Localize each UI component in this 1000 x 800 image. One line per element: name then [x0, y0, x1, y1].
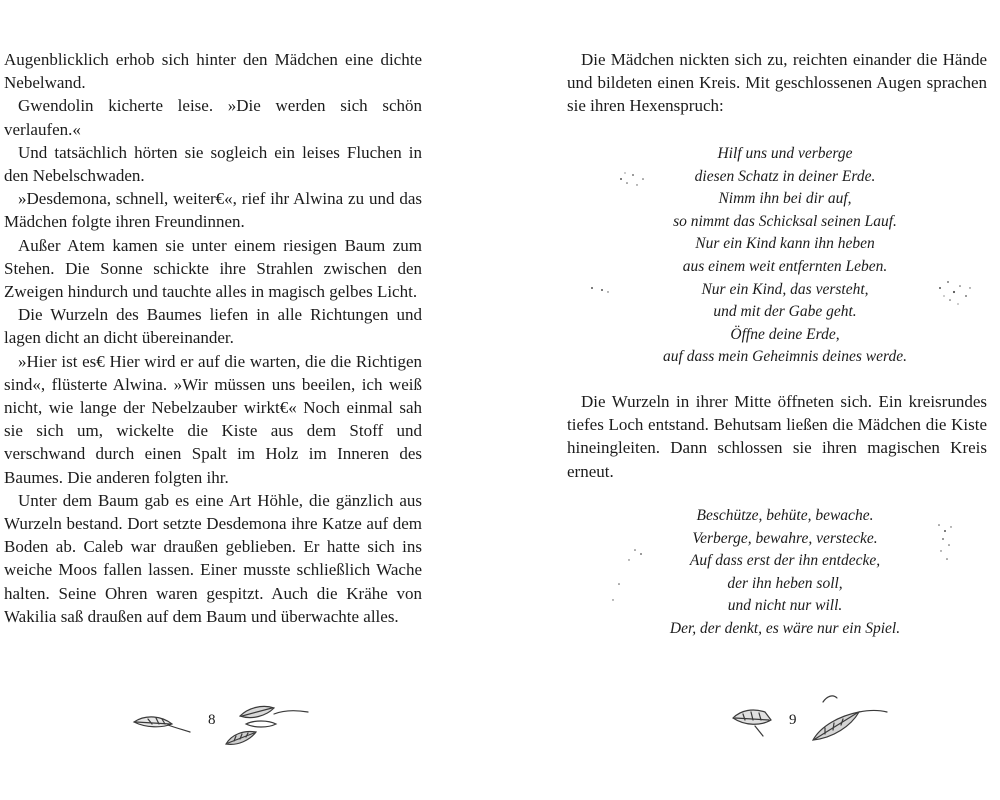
page-number: 9: [789, 712, 797, 728]
middle-paragraph: Die Wurzeln in ihrer Mitte öffneten sich. Ein kreisrundes tiefes Loch entstand. Behutsam ließen die Mädchen die Kiste hineingleiten. Dann schlossen sie ihren magischen Kreis erneut.: [567, 392, 987, 481]
paragraph: Augenblicklich erhob sich hinter den Mädchen eine dichte Nebelwand.: [4, 50, 422, 93]
paragraph: »Hier ist es€ Hier wird er auf die warten, die die Richtigen sind«, flüsterte Alwina. »Wir müssen uns beeilen, ich weiß nicht, wie lange der Nebelzauber wirkt€« Noch einmal sah sie sich um, wickelte die Kiste aus dem Stoff und verschwand durch einen Spalt im Holz im Inneren des Baumes. Die anderen folgten ihr.: [4, 351, 422, 487]
paragraph: »Desdemona, schnell, weiter€«, rief ihr Alwina zu und das Mädchen folgte ihren Freundinnen.: [4, 189, 422, 232]
verse-line: Nur ein Kind kann ihn heben: [695, 235, 875, 253]
verse-line: Nimm ihn bei dir auf,: [718, 190, 852, 208]
verse-line: Beschütze, behüte, bewache.: [696, 507, 874, 524]
spell-verse-2: [610, 505, 960, 641]
verse-line: der ihn heben soll,: [727, 574, 843, 592]
verse-line: und mit der Gabe geht.: [713, 303, 857, 321]
page-number: 8: [208, 712, 216, 728]
verse-line: Auf dass erst der ihn entdecke,: [689, 552, 881, 570]
verse-line: und nicht nur will.: [727, 597, 843, 615]
verse-line: aus einem weit entfernten Leben.: [682, 257, 888, 275]
verse-line: Hilf uns und verberge: [717, 145, 853, 162]
sparkle-dots-icon: [588, 282, 618, 302]
verse-line: so nimmt das Schicksal seinen Lauf.: [673, 212, 897, 230]
sparkle-dots-icon: [930, 268, 980, 318]
paragraph: Und tatsächlich hörten sie sogleich ein leises Fluchen in den Nebelschwaden.: [4, 142, 422, 186]
sparkle-dots-icon: [925, 515, 965, 575]
leaf-cluster-icon: [128, 700, 318, 748]
sparkle-dots-icon: [605, 540, 655, 610]
paragraph: Gwendolin kicherte leise. »Die werden sich schön verlaufen.«: [4, 96, 422, 139]
paragraph: Unter dem Baum gab es eine Art Höhle, die gänzlich aus Wurzeln bestand. Dort setzte Desdemona ihre Katze auf dem Boden ab. Caleb war draußen geblieben. Er hatte sich ins weiche Moos fallen lassen. Einer musste schließlich Wache halten. Seine Ohren waren gespitzt. Auch die Krähe von Wakilia saß draußen auf dem Baum und überwachte alles.: [4, 490, 422, 626]
intro-paragraph: Die Mädchen nickten sich zu, reichten einander die Hände und bildeten einen Kreis. Mit geschlossenen Augen sprachen sie ihren Hexenspruch:: [567, 50, 987, 116]
verse-line: diesen Schatz in deiner Erde.: [694, 167, 876, 185]
verse-line: Öffne deine Erde,: [730, 325, 840, 343]
verse-line: Verberge, bewahre, verstecke.: [692, 529, 878, 547]
verse-line: Der, der denkt, es wäre nur ein Spiel.: [669, 619, 901, 637]
verse-line: Nur ein Kind, das versteht,: [701, 280, 869, 298]
spell-verse-1: [610, 143, 960, 369]
paragraph: Außer Atem kamen sie unter einem riesigen Baum zum Stehen. Die Sonne schickte ihre Strahlen zwischen den Zweigen hindurch und tauchte alles in magisch gelbes Licht.: [4, 235, 422, 302]
leaf-cluster-icon: [725, 690, 895, 750]
left-page-text: [4, 48, 422, 628]
verse-line: auf dass mein Geheimnis deines werde.: [663, 348, 907, 366]
paragraph: Die Wurzeln des Baumes liefen in alle Richtungen und lagen dicht an dicht übereinander.: [4, 305, 422, 348]
sparkle-dots-icon: [615, 165, 655, 195]
